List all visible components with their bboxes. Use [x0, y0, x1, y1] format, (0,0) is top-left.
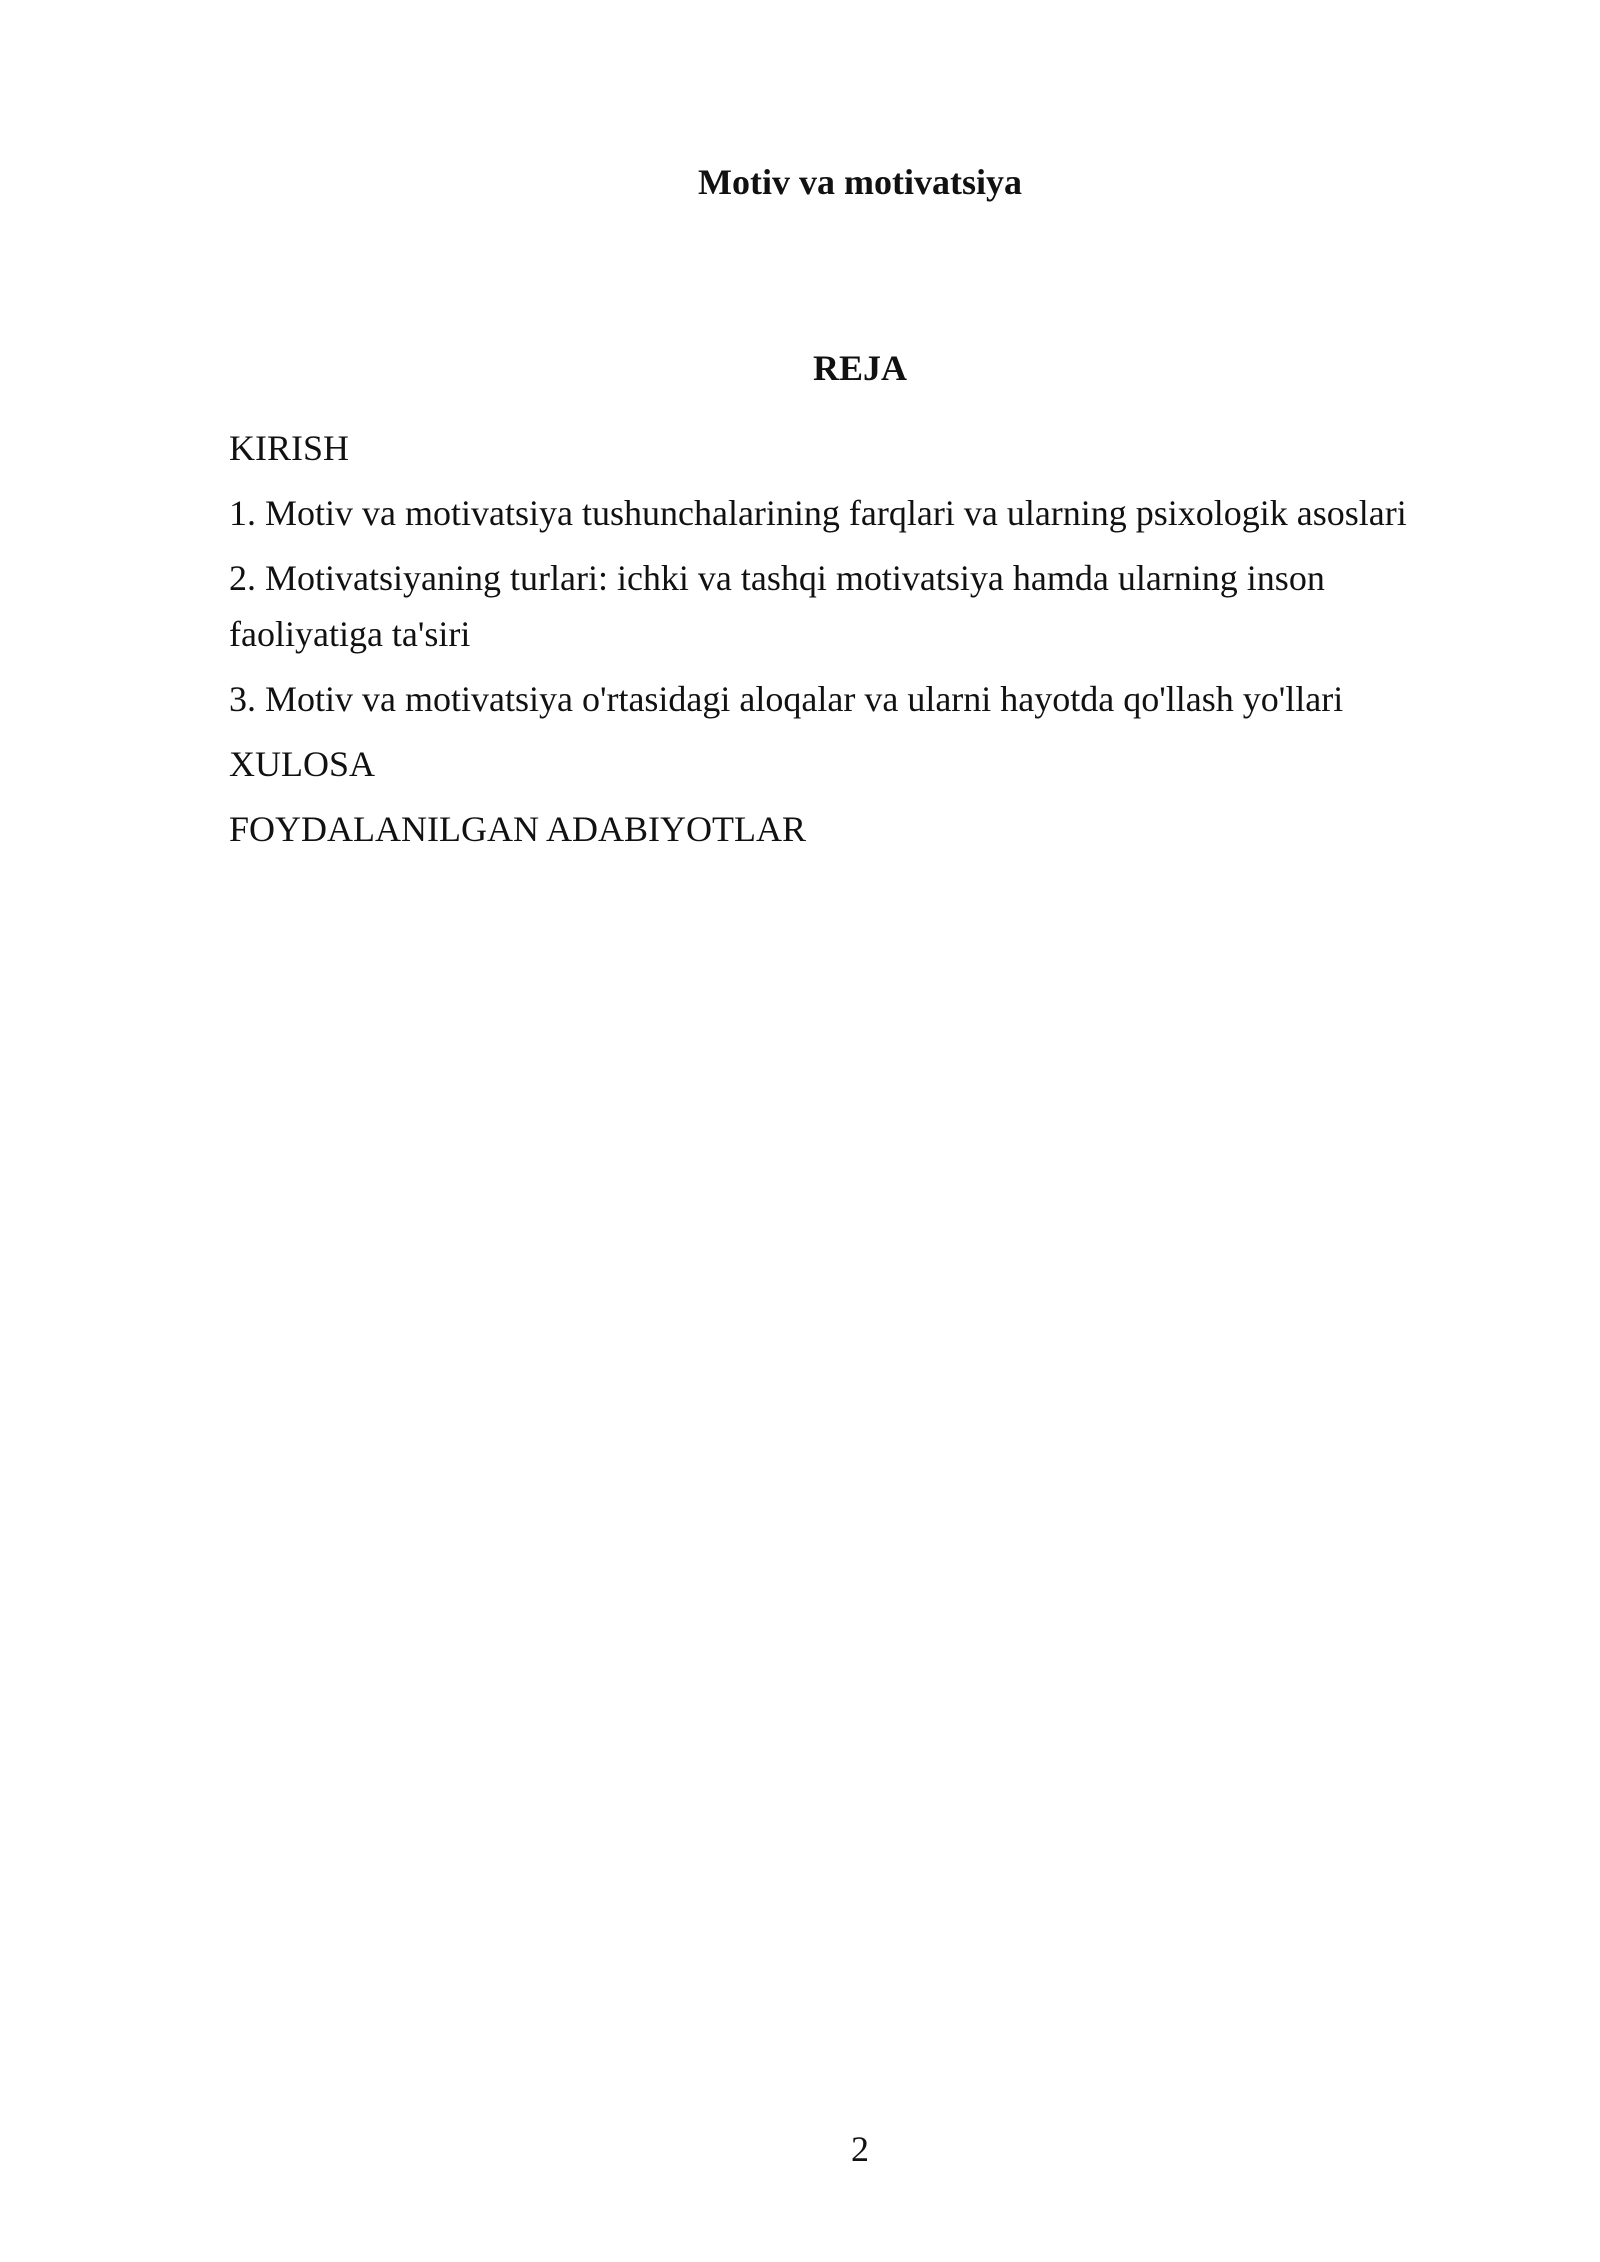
toc-item-references: FOYDALANILGAN ADABIYOTLAR: [229, 809, 806, 849]
toc-item-introduction: KIRISH: [229, 428, 350, 468]
toc-item-conclusion: XULOSA: [229, 744, 376, 784]
table-of-contents: [229, 420, 1469, 866]
document-title: Motiv va motivatsiya: [698, 162, 1022, 202]
toc-item-section-1: 1. Motiv va motivatsiya tushunchalarining farqlari va ularning psixologik asoslari: [229, 493, 1407, 533]
toc-item-section-3: 3. Motiv va motivatsiya o'rtasidagi aloqalar va ularni hayotda qo'llash yo'llari: [229, 679, 1344, 719]
page-number: 2: [851, 2129, 869, 2169]
toc-item-section-2: 2. Motivatsiyaning turlari: ichki va tashqi motivatsiya hamda ularning inson faoliyatiga ta'siri: [229, 558, 1325, 654]
plan-heading: REJA: [812, 348, 907, 388]
